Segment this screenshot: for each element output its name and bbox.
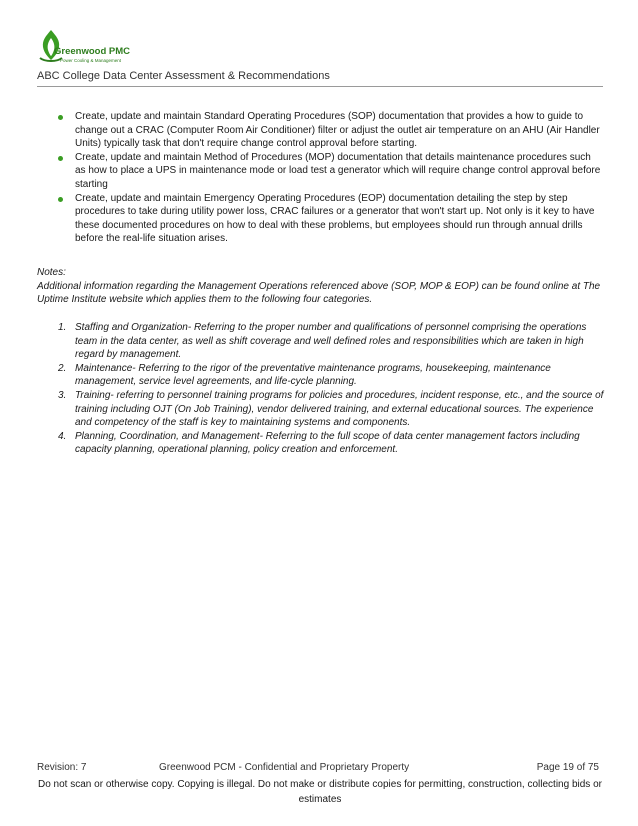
list-item-text: Planning, Coordination, and Management- Referring to the full scope of data center management factors including capacity planning, operational planning, policy creation and enforcement. (75, 430, 580, 456)
page-number: Page 19 of 75 (536, 762, 599, 773)
list-item (58, 192, 604, 246)
notes-intro: Additional information regarding the Management Operations referenced above (SOP, MOP & EOP) can be found online at The Uptime Institute website which applies them to the following four categories. (37, 280, 601, 306)
company-logo (36, 28, 156, 68)
list-item-text: Create, update and maintain Standard Operating Procedures (SOP) documentation that provides a how to guide to change out a CRAC (Computer Room Air Conditioner) filter or adjust the outlet air temperature on an AHU (Air Handler Units) typically task that don't require change control approval before starting. (75, 111, 600, 150)
list-item (58, 110, 604, 151)
revision-label: Revision: 7 (37, 762, 87, 773)
list-item-text: Create, update and maintain Method of Procedures (MOP) documentation that details maintenance procedures such as how to place a UPS in maintenance mode or load test a generator which will require change control approval before starting (75, 151, 601, 190)
list-item (58, 321, 604, 362)
list-item (58, 430, 604, 457)
list-item-text: Create, update and maintain Emergency Operating Procedures (EOP) documentation detailing the step by step procedures to take during utility power loss, CRAC failures or a generator that won't start up. Not only is it key to have these documented procedures on how to deal with these problems, but employees should run through annual drills before the real-life situation arises. (75, 192, 595, 245)
item-number: 1. (58, 322, 67, 333)
header-divider (37, 86, 603, 87)
list-item-text: Staffing and Organization- Referring to the proper number and qualifications of personnel comprising the operations team in the data center, as well as shift coverage and well defined roles and responsibilities which are taken in high regard by management. (75, 322, 587, 361)
item-number: 4. (58, 430, 67, 442)
list-item (58, 362, 604, 389)
logo-name: Greenwood PMC (54, 46, 131, 57)
procedures-list (58, 110, 604, 246)
list-item-text: Maintenance- Referring to the rigor of the preventative maintenance programs, housekeeping, maintenance management, service level agreements, and life-cycle planning. (75, 362, 551, 388)
document-title: ABC College Data Center Assessment & Recommendations (37, 70, 330, 82)
list-item (58, 389, 604, 430)
notes-section (37, 266, 607, 307)
item-number: 2. (58, 362, 67, 374)
copy-notice: Do not scan or otherwise copy. Copying is illegal. Do not make or distribute copies for permitting, construction, collecting bids or estimates (38, 779, 602, 805)
confidential-label: Greenwood PCM - Confidential and Proprietary Property (159, 762, 410, 773)
logo-tagline: Power Cooling & Management (60, 58, 122, 63)
list-item (58, 151, 604, 192)
item-number: 3. (58, 389, 67, 401)
notes-heading: Notes: (37, 267, 66, 278)
bullet-icon (58, 197, 63, 202)
categories-list (58, 321, 604, 457)
bullet-icon (58, 156, 63, 161)
bullet-icon (58, 115, 63, 120)
list-item-text: Training- referring to personnel training programs for policies and procedures, incident response, etc., and the source of training including OJT (On Job Training), vendor delivered training, and external educational sources. The experience and competency of the staff is key to maintaining systems and components. (75, 389, 604, 429)
